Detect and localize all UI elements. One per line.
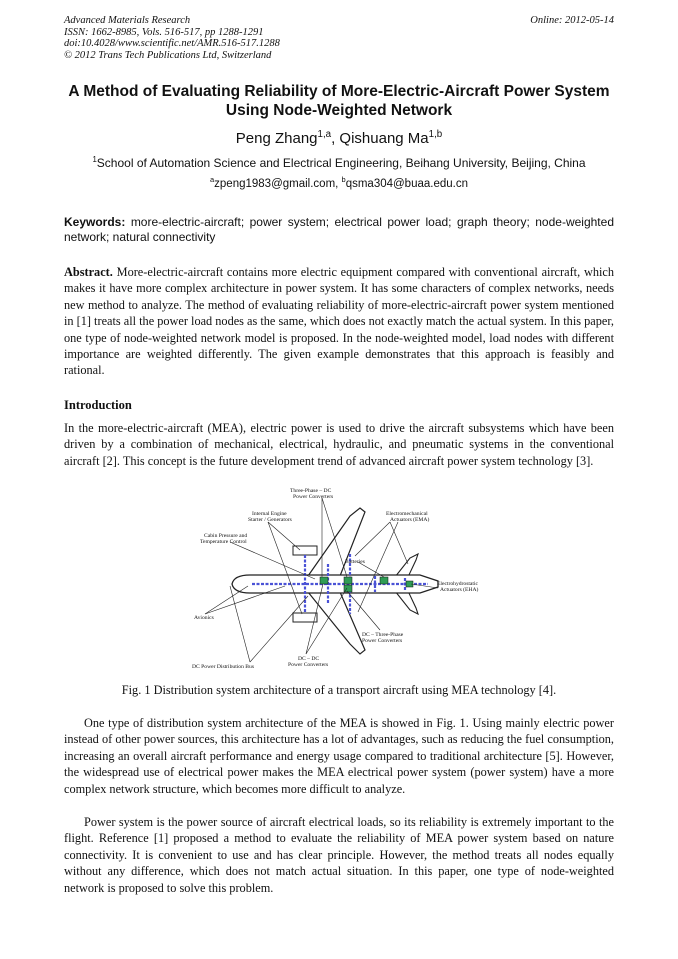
affiliation-text: School of Automation Science and Electrical Engineering, Beihang University, Beijing, China [96,156,586,170]
fig-label: Power Converters [288,662,329,668]
fig-label: Actuators (EMA) [390,517,430,523]
fig-label: Three-Phase – DC [290,488,332,494]
email-line [64,175,614,190]
lower-tail [395,591,418,614]
keywords-text: more-electric-aircraft; power system; electrical power load; graph theory; node-weighted network; natural connectivity [64,215,614,244]
engine-lower [293,613,317,622]
affiliation-superscript: 1 [92,155,97,164]
lower-wing [308,592,365,654]
author-superscript: 1,a [317,129,332,140]
aircraft-architecture-figure [190,484,490,674]
keywords [64,215,614,245]
author-line [64,130,614,147]
fig-label: Electromechanical [386,511,428,517]
abstract-label: Abstract. [64,265,113,279]
fig-label: Starter / Generators [248,517,292,523]
affiliation [64,156,614,170]
email-address: qsma304@buaa.edu.cn [345,178,468,190]
fig-label: Cabin Pressure and [204,533,248,539]
email-superscript: b [341,175,346,185]
fig-label: Internal Engine [252,511,287,517]
fig-label: DC – DC [298,656,320,662]
fig-label: Electrohydrostatic [437,581,479,587]
keywords-label: Keywords: [64,215,126,229]
fig-label: Power Converters [293,494,334,500]
fig-label: Batteries [345,559,365,565]
author-name: Qishuang Ma [339,130,429,147]
figure-caption: Fig. 1 Distribution system architecture of a transport aircraft using MEA technology [4]. [121,683,557,697]
fig-label: DC Power Distribution Bus [192,664,255,670]
journal-header [64,15,280,61]
converter-box [344,577,352,584]
fig-label: Actuators (EHA) [440,587,479,593]
email-superscript: a [210,175,215,185]
author-superscript: 1,b [428,129,443,140]
issn-line: ISSN: 1662-8985, Vols. 516-517, pp 1288-1291 [64,26,264,38]
author-name: Peng Zhang [235,130,318,147]
email-address: zpeng1983@gmail.com, [214,178,342,190]
upper-tail [395,554,418,577]
abstract [64,264,614,379]
intro-paragraph: In the more-electric-aircraft (MEA), electric power is used to drive the aircraft subsystems which have been driven by a combination of mechanical, electrical, hydraulic, and pneumatic systems in the conventional aircraft [2]. This concept is the future development trend of advanced aircraft power system technology [3]. [64,421,614,468]
abstract-text: More-electric-aircraft contains more electric equipment compared with conventional aircraft, which makes it have more complex architecture in power system. It has some characters of complex networks, needs new method to analyze. The method of evaluating reliability of more-electric-aircraft power system mentioned in [1] treats all the power load nodes as the same, which does not exactly match the actual system. In this paper, one type of node-weighted network model is proposed. In the node-weighted model, load nodes with different importance are weighted differently. The given example demonstrates that this approach is feasibly and rational. [64,265,614,378]
upper-wing [308,508,365,576]
intro-paragraph: Power system is the power source of aircraft electrical loads, so its reliability is extremely important to the flight. Reference [1] proposed a method to evaluate the reliability of MEA power system based on nature connectivity. It is convenient to use and has clear principle. However, the method treats all nodes equally without any difference, which does not match actual situation. In this paper, one type of node-weighted network is proposed to solve this problem. [64,815,614,895]
fig-label: Temperature Control [200,539,247,545]
online-date: Online: 2012-05-14 [530,15,614,26]
doi-line: doi:10.4028/www.scientific.net/AMR.516-517.1288 [64,38,280,49]
fig-label: DC – Three-Phase [362,632,404,638]
author-separator: , [331,130,340,147]
fig-label: Avionics [194,615,214,621]
paper-title: A Method of Evaluating Reliability of More-Electric-Aircraft Power System Using Node-Weighted Network [68,83,610,119]
converter-box [320,577,328,584]
section-heading: Introduction [64,398,132,412]
copyright-line: © 2012 Trans Tech Publications Ltd, Switzerland [64,49,272,61]
intro-paragraph: One type of distribution system architecture of the MEA is showed in Fig. 1. Using mainly electric power instead of other power sources, this architecture has a lot of advantages, such as reducing the fuel consumption, increasing an overall aircraft performance and energy usage compared to traditional architecture [5]. However, the widespread use of electrical power makes the MEA electrical power system (power system) have a more complex network structure, which becomes more difficult to analyze. [64,716,614,796]
journal-name: Advanced Materials Research [64,15,191,26]
battery-box [380,577,388,584]
fig-label: Power Converters [362,638,403,644]
